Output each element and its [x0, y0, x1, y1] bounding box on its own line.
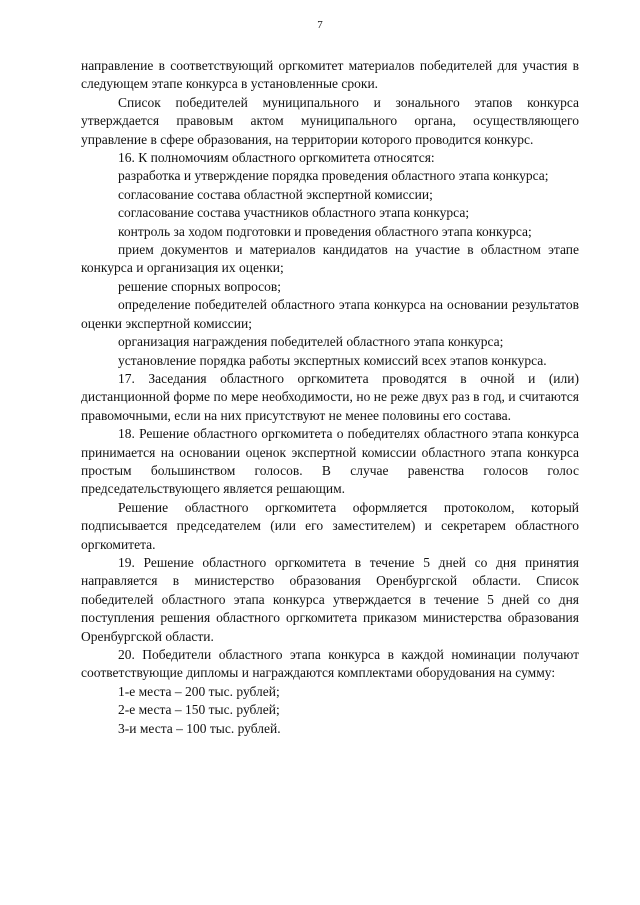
list-item: установление порядка работы экспертных комиссий всех этапов конкурса.: [118, 352, 547, 368]
list-item: согласование состава областной экспертной комиссии;: [118, 186, 433, 202]
paragraph-continuation: направление в соответствующий оргкомитет материалов победителей для участия в следующем этапе конкурса в установленные сроки.: [81, 58, 579, 92]
list-item: прием документов и материалов кандидатов на участие в областном этапе конкурса и организация их оценки;: [81, 242, 579, 276]
list-item: решение спорных вопросов;: [118, 278, 282, 294]
prize-item: 1-е места – 200 тыс. рублей;: [118, 683, 280, 699]
paragraph: Список победителей муниципального и зонального этапов конкурса утверждается правовым актом муниципального органа, осуществляющего управление в сфере образования, на территории которого проводится конкурс.: [81, 94, 579, 147]
prize-item: 3-и места – 100 тыс. рублей.: [118, 720, 281, 736]
paragraph: Решение областного оргкомитета оформляется протоколом, который подписывается председателем (или его заместителем) и секретарем областного оргкомитета.: [81, 499, 579, 552]
list-item: организация награждения победителей областного этапа конкурса;: [118, 334, 504, 350]
section-17: 17. Заседания областного оргкомитета проводятся в очной и (или) дистанционной форме по мере необходимости, но не реже двух раз в год, и считаются правомочными, если на них присутствуют не менее половины его состава.: [81, 370, 579, 423]
document-body: [81, 57, 579, 738]
section-18: 18. Решение областного оргкомитета о победителях областного этапа конкурса принимается на основании оценок экспертной комиссии областного этапа конкурса простым большинством голосов. В случае равенства голосов голос председательствующего является решающим.: [81, 426, 579, 497]
list-item: разработка и утверждение порядка проведения областного этапа конкурса;: [118, 168, 549, 184]
section-heading-16: 16. К полномочиям областного оргкомитета относятся:: [118, 150, 435, 166]
section-20: 20. Победители областного этапа конкурса в каждой номинации получают соответствующие дипломы и награждаются комплектами оборудования на сумму:: [81, 647, 579, 681]
list-item: определение победителей областного этапа конкурса на основании результатов оценки экспертной комиссии;: [81, 297, 579, 331]
prize-item: 2-е места – 150 тыс. рублей;: [118, 702, 280, 718]
page-number: 7: [317, 19, 323, 31]
list-item: контроль за ходом подготовки и проведения областного этапа конкурса;: [118, 223, 532, 239]
section-19: 19. Решение областного оргкомитета в течение 5 дней со дня принятия направляется в министерство образования Оренбургской области. Список победителей областного этапа конкурса утверждается в течение 5 дней со дня поступления решения областного оргкомитета приказом министерства образования Оренбургской области.: [81, 554, 579, 644]
list-item: согласование состава участников областного этапа конкурса;: [118, 205, 470, 221]
